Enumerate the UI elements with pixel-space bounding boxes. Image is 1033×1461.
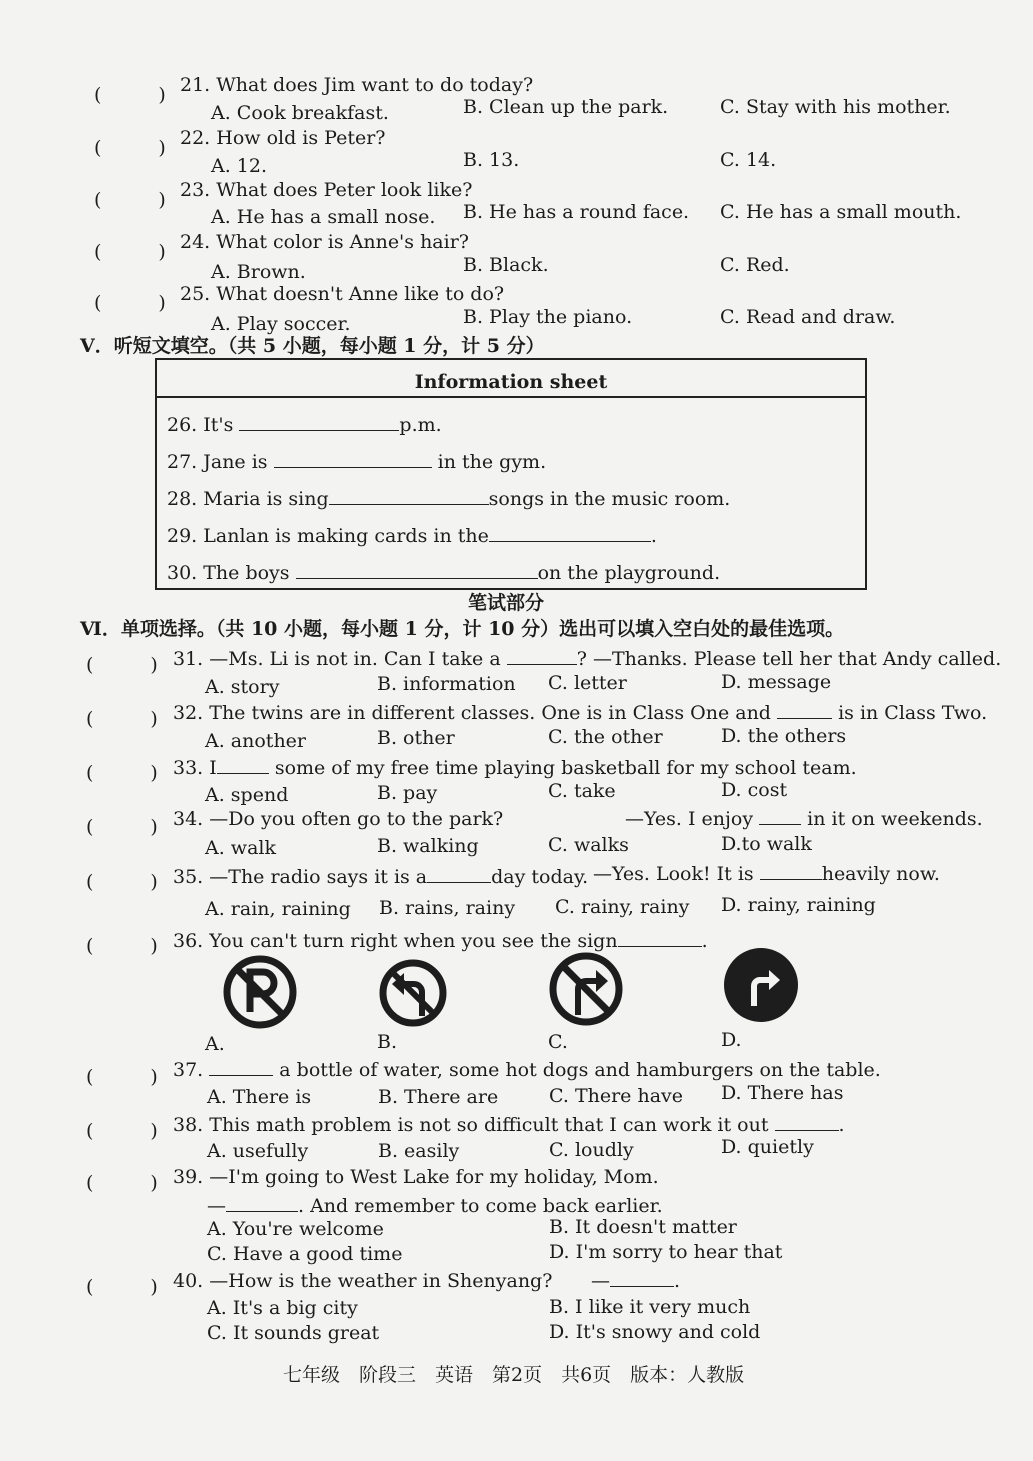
answer-blank[interactable] xyxy=(610,1268,674,1287)
option-a: A. Brown. xyxy=(211,261,306,283)
answer-bracket[interactable]: ( ) xyxy=(86,654,158,676)
answer-blank[interactable] xyxy=(777,700,832,719)
question-37: 37. a bottle of water, some hot dogs and hamburgers on the table. xyxy=(173,1059,881,1081)
no-parking-sign-icon xyxy=(222,954,298,1030)
option-c: C. take xyxy=(548,780,616,802)
option-d: D. quietly xyxy=(721,1136,814,1158)
answer-bracket[interactable]: ( ) xyxy=(86,816,158,838)
question-35: 35. —The radio says it is a day today. xyxy=(173,866,589,888)
option-c: C. Have a good time xyxy=(207,1243,403,1265)
option-d: D. It's snowy and cold xyxy=(549,1321,761,1343)
answer-bracket[interactable]: ( ) xyxy=(86,871,158,893)
question-38: 38. This math problem is not so difficult that I can work it out . xyxy=(173,1114,845,1136)
option-d: D. message xyxy=(721,671,832,693)
table-title: Information sheet xyxy=(157,360,865,398)
question-34: 34. —Do you often go to the park? xyxy=(173,808,504,830)
answer-bracket[interactable]: ( ) xyxy=(86,708,158,730)
option-b: B. Black. xyxy=(463,254,549,276)
option-b: B. He has a round face. xyxy=(463,201,690,223)
option-b: B. walking xyxy=(377,835,479,857)
no-right-turn-sign-icon xyxy=(548,951,624,1027)
fill-blank-29[interactable] xyxy=(489,523,651,542)
option-b: B. rains, rainy xyxy=(379,897,516,919)
answer-bracket[interactable]: ( ) xyxy=(94,84,166,106)
answer-blank[interactable] xyxy=(226,1193,298,1212)
option-a: A. He has a small nose. xyxy=(211,206,436,228)
question-22: 22. How old is Peter? xyxy=(180,127,386,149)
option-d: D. xyxy=(721,1029,742,1051)
option-b: B. easily xyxy=(378,1140,460,1162)
question-31: 31. —Ms. Li is not in. Can I take a ? —Thanks. Please tell her that Andy called. xyxy=(173,648,1002,670)
option-d: D. There has xyxy=(721,1082,844,1104)
written-part-heading: 笔试部分 xyxy=(468,592,545,614)
question-40: 40. —How is the weather in Shenyang? xyxy=(173,1270,553,1292)
option-d: D. the others xyxy=(721,725,847,747)
page-footer: 七年级 阶段三 英语 第2页 共6页 版本：人教版 xyxy=(283,1364,745,1386)
option-b: B. pay xyxy=(377,782,438,804)
answer-bracket[interactable]: ( ) xyxy=(94,137,166,159)
question-23: 23. What does Peter look like? xyxy=(180,179,473,201)
answer-bracket[interactable]: ( ) xyxy=(86,1276,158,1298)
table-row: 30. The boys on the playground. xyxy=(167,562,721,584)
option-c: C. 14. xyxy=(720,149,777,171)
question-39-reply: — . And remember to come back earlier. xyxy=(207,1195,663,1217)
option-c: C. loudly xyxy=(549,1139,634,1161)
option-a: A. Cook breakfast. xyxy=(211,102,389,124)
question-24: 24. What color is Anne's hair? xyxy=(180,231,469,253)
option-c: C. It sounds great xyxy=(207,1322,380,1344)
option-c: C. xyxy=(548,1031,568,1053)
question-34-reply: —Yes. I enjoy in it on weekends. xyxy=(625,808,983,830)
option-a: A. xyxy=(205,1033,225,1055)
question-25: 25. What doesn't Anne like to do? xyxy=(180,283,505,305)
option-c: C. Read and draw. xyxy=(720,306,896,328)
answer-blank[interactable] xyxy=(760,861,822,880)
option-a: A. It's a big city xyxy=(207,1297,358,1319)
answer-bracket[interactable]: ( ) xyxy=(94,241,166,263)
question-39: 39. —I'm going to West Lake for my holiday, Mom. xyxy=(173,1166,659,1188)
answer-bracket[interactable]: ( ) xyxy=(86,1120,158,1142)
fill-blank-30[interactable] xyxy=(296,560,538,579)
answer-blank[interactable] xyxy=(759,806,801,825)
option-a: A. 12. xyxy=(211,155,268,177)
answer-bracket[interactable]: ( ) xyxy=(86,1066,158,1088)
option-d: D. rainy, raining xyxy=(721,894,876,916)
option-b: B. 13. xyxy=(463,149,520,171)
answer-bracket[interactable]: ( ) xyxy=(94,292,166,314)
answer-blank[interactable] xyxy=(775,1112,839,1131)
table-row: 27. Jane is in the gym. xyxy=(167,451,547,473)
option-b: B. There are xyxy=(378,1086,499,1108)
question-32: 32. The twins are in different classes. One is in Class One and is in Class Two. xyxy=(173,702,988,724)
option-b: B. information xyxy=(377,673,516,695)
option-b: B. xyxy=(377,1031,398,1053)
information-sheet-table xyxy=(155,358,867,590)
option-a: A. You're welcome xyxy=(207,1218,384,1240)
answer-bracket[interactable]: ( ) xyxy=(94,189,166,211)
option-b: B. I like it very much xyxy=(549,1296,751,1318)
option-b: B. Play the piano. xyxy=(463,306,633,328)
option-a: A. There is xyxy=(207,1086,312,1108)
option-a: A. rain, raining xyxy=(205,898,351,920)
option-c: C. walks xyxy=(548,834,629,856)
option-a: A. walk xyxy=(205,837,276,859)
turn-right-sign-icon xyxy=(722,946,800,1024)
section-5-title: V．听短文填空。（共 5 小题，每小题 1 分，计 5 分） xyxy=(80,335,545,357)
option-d: D.to walk xyxy=(721,833,812,855)
fill-blank-26[interactable] xyxy=(239,412,399,431)
question-21: 21. What does Jim want to do today? xyxy=(180,74,534,96)
option-b: B. other xyxy=(377,727,455,749)
question-40-reply: — . xyxy=(591,1270,681,1292)
question-35-reply: —Yes. Look! It is heavily now. xyxy=(593,863,940,885)
option-a: A. Play soccer. xyxy=(211,313,351,335)
fill-blank-28[interactable] xyxy=(329,486,489,505)
option-c: C. He has a small mouth. xyxy=(720,201,962,223)
option-a: A. story xyxy=(205,676,280,698)
table-row: 28. Maria is sing songs in the music room. xyxy=(167,488,731,510)
answer-bracket[interactable]: ( ) xyxy=(86,935,158,957)
option-c: C. Stay with his mother. xyxy=(720,96,951,118)
option-b: B. Clean up the park. xyxy=(463,96,669,118)
table-row: 29. Lanlan is making cards in the . xyxy=(167,525,657,547)
option-d: D. cost xyxy=(721,779,788,801)
answer-blank[interactable] xyxy=(618,928,702,947)
option-c: C. the other xyxy=(548,726,663,748)
table-row: 26. It's p.m. xyxy=(167,414,442,436)
option-b: B. It doesn't matter xyxy=(549,1216,737,1238)
option-c: C. rainy, rainy xyxy=(555,896,690,918)
option-a: A. usefully xyxy=(207,1140,309,1162)
option-c: C. Red. xyxy=(720,254,790,276)
answer-blank[interactable] xyxy=(427,864,491,883)
option-a: A. another xyxy=(205,730,307,752)
answer-blank[interactable] xyxy=(507,646,577,665)
answer-blank[interactable] xyxy=(217,755,269,774)
answer-blank[interactable] xyxy=(209,1057,273,1076)
answer-bracket[interactable]: ( ) xyxy=(86,762,158,784)
option-c: C. There have xyxy=(549,1085,684,1107)
no-left-turn-sign-icon xyxy=(378,958,448,1028)
option-a: A. spend xyxy=(205,784,289,806)
section-6-title: Ⅵ．单项选择。（共 10 小题，每小题 1 分，计 10 分）选出可以填入空白处的最佳选项。 xyxy=(80,618,845,640)
option-d: D. I'm sorry to hear that xyxy=(549,1241,783,1263)
fill-blank-27[interactable] xyxy=(274,449,432,468)
question-36: 36. You can't turn right when you see the sign . xyxy=(173,930,708,952)
question-33: 33. I some of my free time playing basketball for my school team. xyxy=(173,757,857,779)
option-c: C. letter xyxy=(548,672,627,694)
answer-bracket[interactable]: ( ) xyxy=(86,1172,158,1194)
